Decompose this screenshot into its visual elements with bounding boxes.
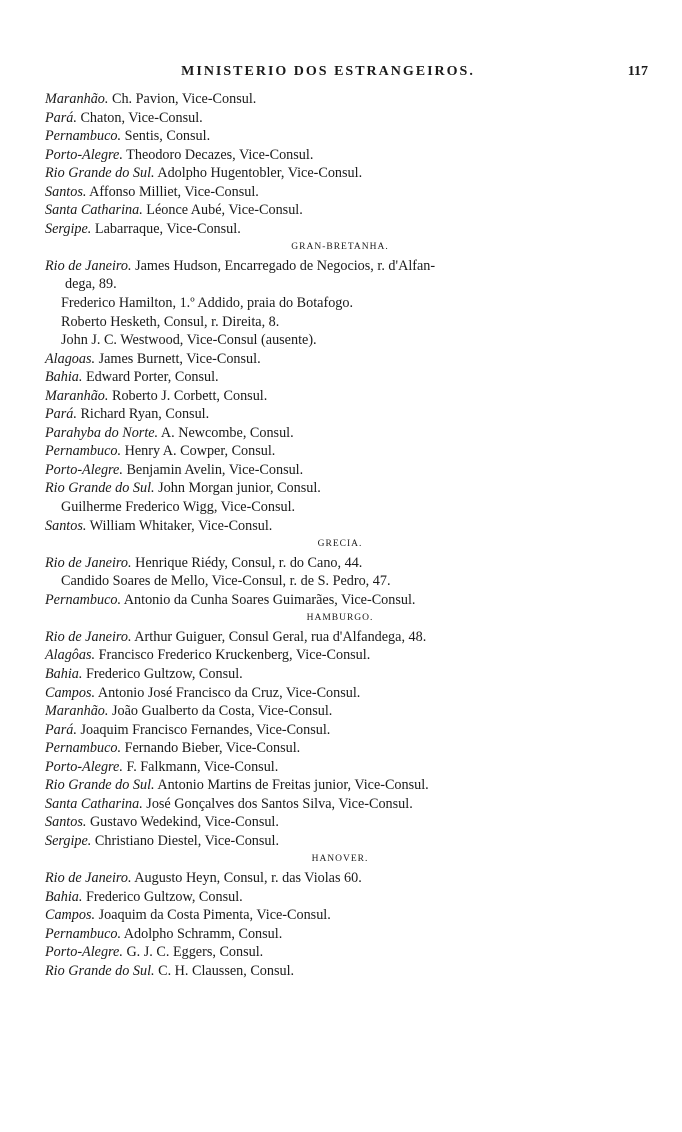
place-name: Santos. [45, 814, 87, 831]
entry-text: Theodoro Decazes, Vice-Consul. [122, 146, 314, 163]
entry-text: João Gualberto da Costa, Vice-Consul. [108, 703, 333, 720]
entry-text: Sentis, Consul. [121, 128, 211, 145]
place-name: Santos. [45, 517, 87, 534]
page-title: MINISTERIO DOS ESTRANGEIROS. [181, 64, 475, 79]
consul-entry [45, 479, 635, 498]
consul-entry [45, 461, 635, 480]
consul-entry [45, 813, 635, 832]
place-name: Pernambuco. [45, 128, 122, 145]
sub-entry: Roberto Hesketh, Consul, r. Direita, 8. [61, 313, 280, 330]
place-name: Pará. [45, 406, 77, 423]
entry-text: Léonce Aubé, Vice-Consul. [142, 202, 303, 219]
consul-entry [45, 517, 635, 536]
consul-entry [45, 554, 635, 573]
consul-entry [45, 164, 635, 183]
entry-text: Francisco Frederico Kruckenberg, Vice-Consul. [95, 647, 371, 664]
consul-entry [45, 906, 635, 925]
entry-text: Richard Ryan, Consul. [76, 406, 210, 423]
place-name: Rio Grande do Sul. [45, 480, 155, 497]
place-name: Sergipe. [45, 832, 92, 849]
sub-entry: Guilherme Frederico Wigg, Vice-Consul. [61, 499, 296, 516]
consul-entry [45, 350, 635, 369]
entry-text: F. Falkmann, Vice-Consul. [122, 758, 279, 775]
sub-entry: Frederico Hamilton, 1.º Addido, praia do Botafogo. [61, 295, 354, 312]
entry-text: Frederico Gultzow, Consul. [82, 665, 243, 682]
entry-continuation: dega, 89. [65, 276, 117, 293]
entry-text: James Hudson, Encarregado de Negocios, r. d'Alfan- [131, 257, 436, 274]
entry-text: Labarraque, Vice-Consul. [91, 220, 241, 237]
place-name: Pernambuco. [45, 925, 122, 942]
entry-text: Affonso Milliet, Vice-Consul. [86, 183, 259, 200]
consul-entry [45, 442, 635, 461]
country-heading: GRAN-BRETANHA. [291, 242, 389, 253]
place-name: Pará. [45, 109, 77, 126]
place-name: Maranhão. [45, 91, 109, 107]
place-name: Porto-Alegre. [45, 758, 123, 775]
consul-entry [45, 795, 635, 814]
entry-text: Ch. Pavion, Vice-Consul. [108, 91, 257, 107]
entry-text: Benjamin Avelin, Vice-Consul. [122, 461, 304, 478]
consul-entry [45, 684, 635, 703]
entry-text: A. Newcombe, Consul. [158, 424, 294, 441]
entry-text: Christiano Diestel, Vice-Consul. [91, 832, 279, 849]
entry-text: Adolpho Hugentobler, Vice-Consul. [154, 165, 363, 182]
entry-text: Gustavo Wedekind, Vice-Consul. [86, 814, 279, 831]
place-name: Campos. [45, 684, 96, 701]
entry-text: Augusto Heyn, Consul, r. das Violas 60. [131, 869, 362, 886]
place-name: Pernambuco. [45, 740, 122, 757]
entry-text: G. J. C. Eggers, Consul. [122, 944, 264, 961]
place-name: Maranhão. [45, 703, 109, 720]
consul-entry [45, 758, 635, 777]
entry-text: Antonio Martins de Freitas junior, Vice-Consul. [154, 777, 429, 794]
entry-text: Chaton, Vice-Consul. [76, 109, 203, 126]
place-name: Alagoas. [45, 350, 96, 367]
place-name: Bahia. [45, 665, 83, 682]
sub-entry: John J. C. Westwood, Vice-Consul (ausente). [61, 332, 317, 349]
entry-text: William Whitaker, Vice-Consul. [86, 517, 273, 534]
place-name: Campos. [45, 907, 96, 924]
place-name: Porto-Alegre. [45, 944, 123, 961]
place-name: Santa Catharina. [45, 202, 143, 219]
consul-entry [45, 943, 635, 962]
place-name: Bahia. [45, 888, 83, 905]
entry-text: Antonio da Cunha Soares Guimarães, Vice-Consul. [121, 591, 416, 608]
country-heading: GRECIA. [317, 539, 363, 550]
entry-text: Frederico Gultzow, Consul. [82, 888, 243, 905]
consul-entry [45, 962, 635, 981]
entry-text: José Gonçalves dos Santos Silva, Vice-Consul. [142, 795, 413, 812]
consul-entry [45, 776, 635, 795]
consul-entry [45, 646, 635, 665]
place-name: Rio Grande do Sul. [45, 165, 155, 182]
consul-entry [45, 127, 635, 146]
place-name: Pernambuco. [45, 443, 122, 460]
place-name: Pernambuco. [45, 591, 122, 608]
consul-entry [45, 739, 635, 758]
place-name: Rio de Janeiro. [45, 869, 132, 886]
place-name: Rio de Janeiro. [45, 628, 132, 645]
consul-entry [45, 628, 635, 647]
place-name: Maranhão. [45, 387, 109, 404]
consul-entry [45, 424, 635, 443]
entry-text: James Burnett, Vice-Consul. [95, 350, 261, 367]
place-name: Porto-Alegre. [45, 146, 123, 163]
consul-entry [45, 721, 635, 740]
entry-text: C. H. Claussen, Consul. [154, 962, 295, 979]
country-heading: HAMBURGO. [306, 613, 374, 624]
place-name: Santa Catharina. [45, 795, 143, 812]
place-name: Bahia. [45, 369, 83, 386]
entry-text: John Morgan junior, Consul. [154, 480, 321, 497]
entry-text: Henrique Riédy, Consul, r. do Cano, 44. [131, 554, 363, 571]
consul-entry [45, 201, 635, 220]
consul-entry [45, 368, 635, 387]
consul-entry [45, 257, 635, 276]
entry-text: Edward Porter, Consul. [82, 369, 219, 386]
consul-listing [45, 90, 635, 980]
entry-text: Joaquim Francisco Fernandes, Vice-Consul. [76, 721, 331, 738]
place-name: Rio Grande do Sul. [45, 777, 155, 794]
consul-entry [45, 387, 635, 406]
entry-text: Henry A. Cowper, Consul. [121, 443, 276, 460]
entry-text: Arthur Guiguer, Consul Geral, rua d'Alfandega, 48. [131, 628, 427, 645]
consul-entry [45, 90, 635, 109]
running-head [48, 64, 648, 84]
page-number: 117 [627, 64, 648, 79]
consul-entry [45, 832, 635, 851]
entry-text: Fernando Bieber, Vice-Consul. [121, 740, 301, 757]
consul-entry [45, 869, 635, 888]
place-name: Sergipe. [45, 220, 92, 237]
sub-entry: Candido Soares de Mello, Vice-Consul, r. de S. Pedro, 47. [61, 573, 391, 590]
entry-text: Roberto J. Corbett, Consul. [108, 387, 268, 404]
consul-entry [45, 591, 635, 610]
country-heading: HANOVER. [311, 854, 369, 865]
place-name: Porto-Alegre. [45, 461, 123, 478]
consul-entry [45, 183, 635, 202]
place-name: Rio de Janeiro. [45, 257, 132, 274]
consul-entry [45, 405, 635, 424]
place-name: Rio de Janeiro. [45, 554, 132, 571]
place-name: Santos. [45, 183, 87, 200]
entry-text: Adolpho Schramm, Consul. [121, 925, 283, 942]
consul-entry [45, 146, 635, 165]
consul-entry [45, 925, 635, 944]
consul-entry [45, 702, 635, 721]
consul-entry [45, 665, 635, 684]
place-name: Rio Grande do Sul. [45, 962, 155, 979]
consul-entry [45, 220, 635, 239]
entry-text: Antonio José Francisco da Cruz, Vice-Consul. [95, 684, 361, 701]
place-name: Parahyba do Norte. [45, 424, 159, 441]
place-name: Pará. [45, 721, 77, 738]
entry-text: Joaquim da Costa Pimenta, Vice-Consul. [95, 907, 331, 924]
place-name: Alagôas. [45, 647, 96, 664]
consul-entry [45, 888, 635, 907]
consul-entry [45, 109, 635, 128]
